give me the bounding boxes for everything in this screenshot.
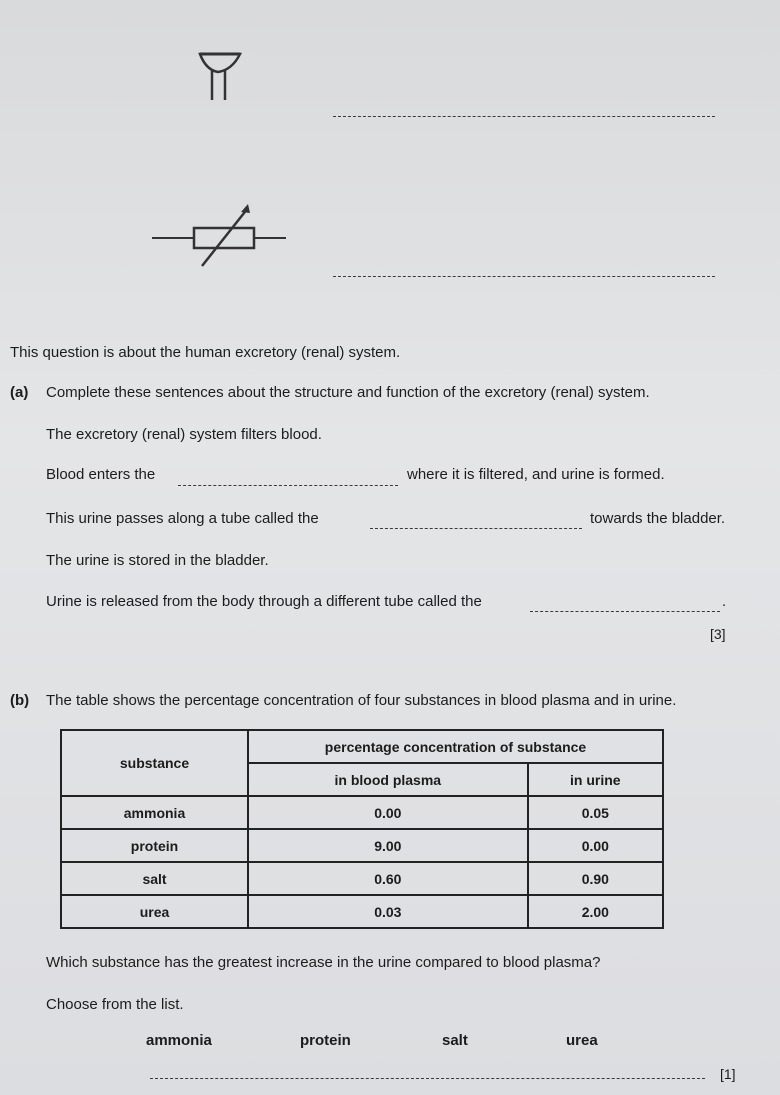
sentence-2-start: Blood enters the [46, 466, 156, 483]
header-in-urine: in urine [528, 763, 663, 796]
table-row [61, 829, 663, 862]
part-b-question: Which substance has the greatest increase in the urine compared to blood plasma? [46, 954, 601, 971]
row-urine-value: 0.90 [528, 862, 663, 895]
answer-blank-1[interactable] [178, 485, 398, 486]
final-answer-line[interactable] [150, 1078, 705, 1079]
row-substance: urea [61, 895, 248, 928]
option-ammonia: ammonia [146, 1032, 212, 1049]
sentence-2-end: where it is filtered, and urine is formed. [407, 466, 665, 483]
option-protein: protein [300, 1032, 351, 1049]
part-b-marks: [1] [720, 1066, 736, 1082]
variable-resistor-symbol-icon [150, 200, 290, 272]
lamp-symbol-icon [196, 48, 246, 104]
part-a-instruction: Complete these sentences about the structure and function of the excretory (renal) system. [46, 384, 650, 401]
sentence-1: The excretory (renal) system filters blood. [46, 426, 322, 443]
part-b-label: (b) [10, 692, 30, 709]
sentence-5-end: . [722, 593, 727, 610]
row-plasma-value: 0.60 [248, 862, 528, 895]
part-a-marks: [3] [710, 626, 726, 642]
header-substance: substance [61, 730, 248, 796]
concentration-table [60, 729, 664, 929]
row-substance: ammonia [61, 796, 248, 829]
sentence-3-start: This urine passes along a tube called the [46, 510, 319, 527]
header-in-blood-plasma: in blood plasma [248, 763, 528, 796]
row-plasma-value: 9.00 [248, 829, 528, 862]
part-a-label: (a) [10, 384, 29, 401]
row-substance: protein [61, 829, 248, 862]
row-urine-value: 0.05 [528, 796, 663, 829]
part-b-instruction: The table shows the percentage concentration of four substances in blood plasma and in urine. [46, 692, 677, 709]
row-substance: salt [61, 862, 248, 895]
row-urine-value: 2.00 [528, 895, 663, 928]
row-urine-value: 0.00 [528, 829, 663, 862]
answer-line-symbol-2[interactable] [333, 276, 715, 277]
answer-line-symbol-1[interactable] [333, 116, 715, 117]
sentence-5-start: Urine is released from the body through a different tube called the [46, 593, 482, 610]
option-urea: urea [566, 1032, 598, 1049]
answer-blank-2[interactable] [370, 528, 582, 529]
table-row [61, 895, 663, 928]
table-row [61, 862, 663, 895]
choose-from-list: Choose from the list. [46, 996, 184, 1013]
option-salt: salt [442, 1032, 468, 1049]
row-plasma-value: 0.00 [248, 796, 528, 829]
header-percentage-concentration: percentage concentration of substance [248, 730, 663, 763]
sentence-3-end: towards the bladder. [590, 510, 726, 527]
question-intro: This question is about the human excretory (renal) system. [10, 344, 401, 361]
table-row [61, 796, 663, 829]
row-plasma-value: 0.03 [248, 895, 528, 928]
answer-blank-3[interactable] [530, 611, 720, 612]
sentence-4: The urine is stored in the bladder. [46, 552, 269, 569]
